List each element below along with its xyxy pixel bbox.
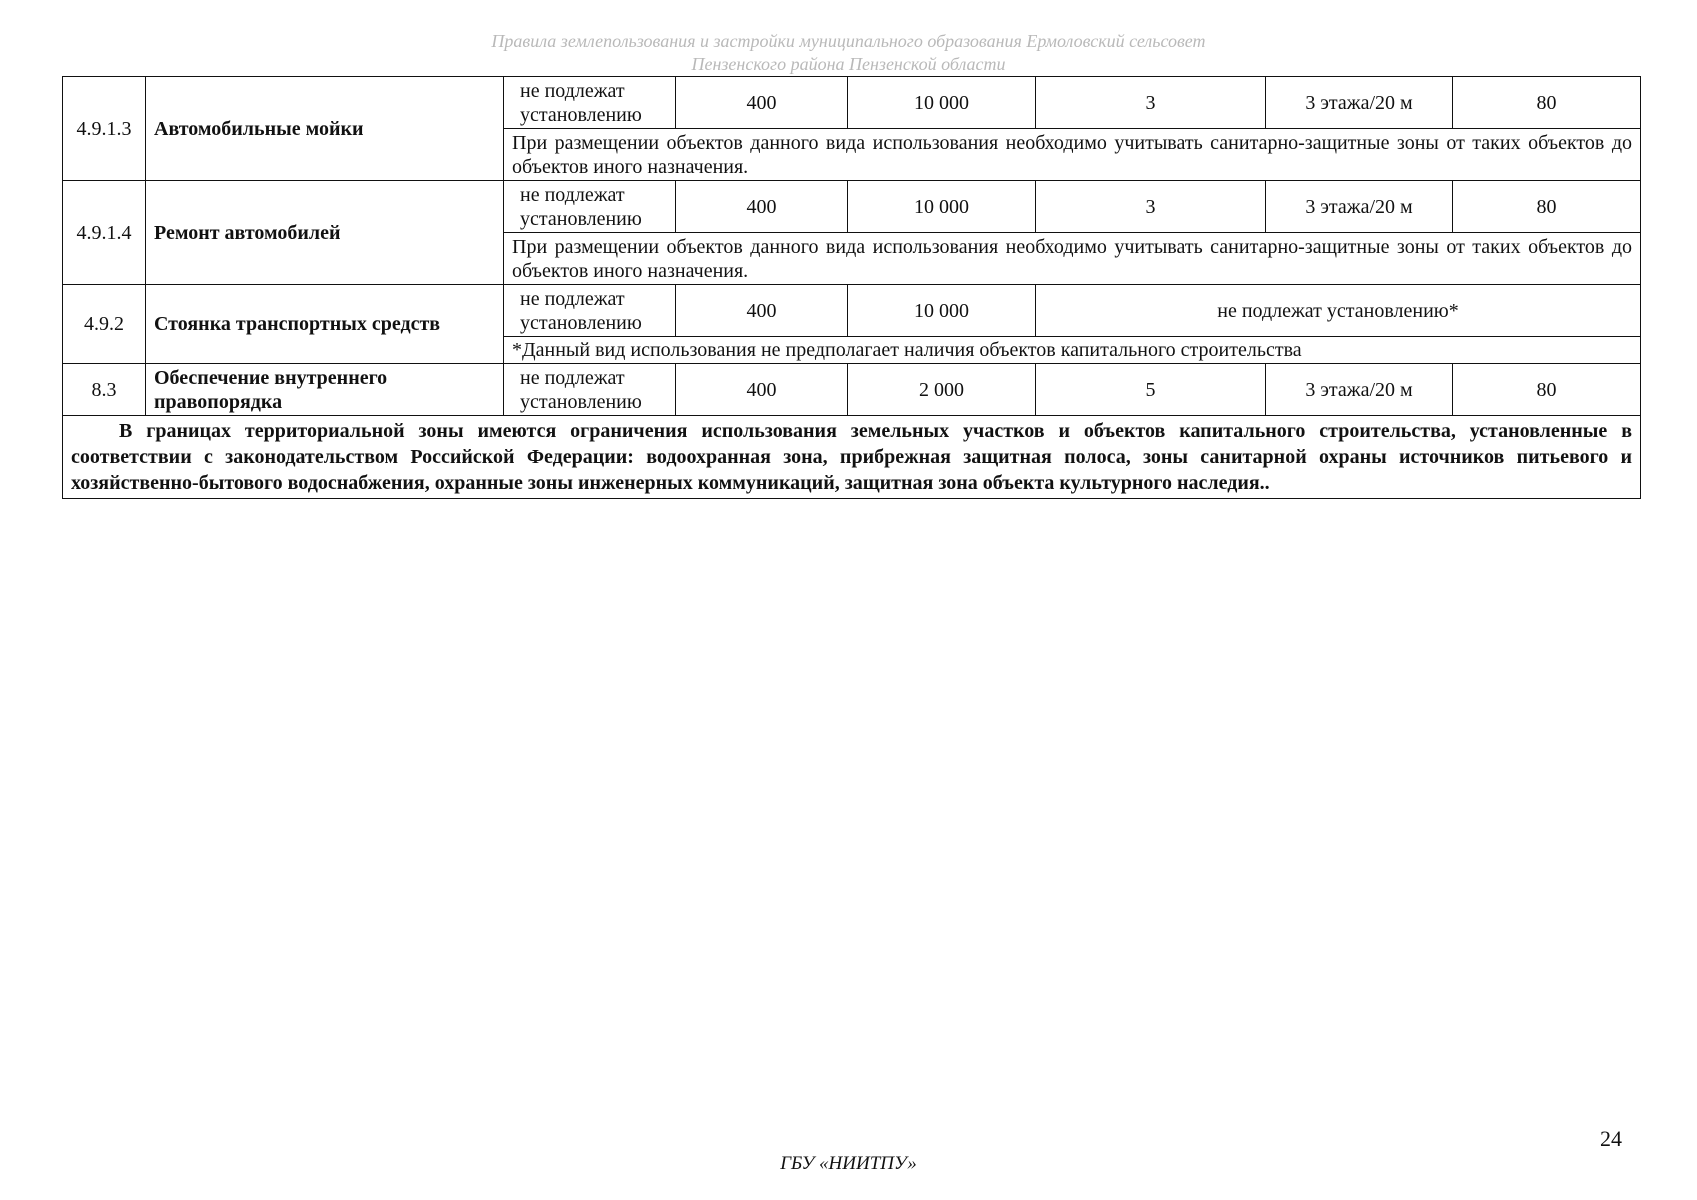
land-use-table: [62, 76, 1641, 499]
table-row: [63, 77, 1641, 129]
value-cell: 2 000: [848, 364, 1036, 416]
footer-organization: ГБУ «НИИТПУ»: [780, 1153, 917, 1174]
merged-value-cell: не подлежат установлению*: [1036, 285, 1641, 337]
page-number: 24: [1600, 1126, 1622, 1151]
row-note: При размещении объектов данного вида использования необходимо учитывать санитарно-защитные зоны от таких объектов до объектов иного назначения.: [504, 233, 1641, 285]
value-cell: 3 этажа/20 м: [1266, 181, 1453, 233]
min-size-cell: не подлежат установлению: [504, 181, 676, 233]
row-code: 4.9.1.3: [63, 77, 146, 181]
row-code: 4.9.2: [63, 285, 146, 364]
row-name: Автомобильные мойки: [146, 77, 504, 181]
value-cell: 5: [1036, 364, 1266, 416]
running-header: [0, 30, 1697, 76]
restrictions-text: В границах территориальной зоны имеются ограничения использования земельных участков и объектов капитального строительства, установленные в соответствии с законодательством Российской Федерации: водоохранная зона, прибрежная защитная полоса, зоны санитарной охраны источников питьевого и хозяйственно-бытового водоснабжения, охранные зоны инженерных коммуникаций, защитная зона объекта культурного наследия..: [71, 420, 1632, 494]
value-cell: 10 000: [848, 181, 1036, 233]
value-cell: 400: [676, 364, 848, 416]
restrictions-cell: [63, 416, 1641, 499]
row-code: 8.3: [63, 364, 146, 416]
min-size-cell: не подлежат установлению: [504, 77, 676, 129]
table-row: [63, 364, 1641, 416]
row-name: Обеспечение внутреннего правопорядка: [146, 364, 504, 416]
row-name: Ремонт автомобилей: [146, 181, 504, 285]
value-cell: 400: [676, 77, 848, 129]
table-row: [63, 285, 1641, 337]
value-cell: 3 этажа/20 м: [1266, 364, 1453, 416]
value-cell: 400: [676, 181, 848, 233]
value-cell: 3: [1036, 181, 1266, 233]
row-name: Стоянка транспортных средств: [146, 285, 504, 364]
row-note: *Данный вид использования не предполагает наличия объектов капитального строительства: [504, 337, 1641, 364]
table-row: [63, 181, 1641, 233]
min-size-cell: не подлежат установлению: [504, 285, 676, 337]
value-cell: 10 000: [848, 285, 1036, 337]
value-cell: 80: [1453, 364, 1641, 416]
header-line-1: Правила землепользования и застройки муниципального образования Ермоловский сельсовет: [491, 31, 1206, 51]
value-cell: 3: [1036, 77, 1266, 129]
value-cell: 80: [1453, 77, 1641, 129]
header-line-2: Пензенского района Пензенской области: [691, 54, 1006, 74]
value-cell: 400: [676, 285, 848, 337]
value-cell: 80: [1453, 181, 1641, 233]
value-cell: 3 этажа/20 м: [1266, 77, 1453, 129]
value-cell: 10 000: [848, 77, 1036, 129]
min-size-cell: не подлежат установлению: [504, 364, 676, 416]
row-note: При размещении объектов данного вида использования необходимо учитывать санитарно-защитные зоны от таких объектов до объектов иного назначения.: [504, 129, 1641, 181]
row-code: 4.9.1.4: [63, 181, 146, 285]
restrictions-row: [63, 416, 1641, 499]
